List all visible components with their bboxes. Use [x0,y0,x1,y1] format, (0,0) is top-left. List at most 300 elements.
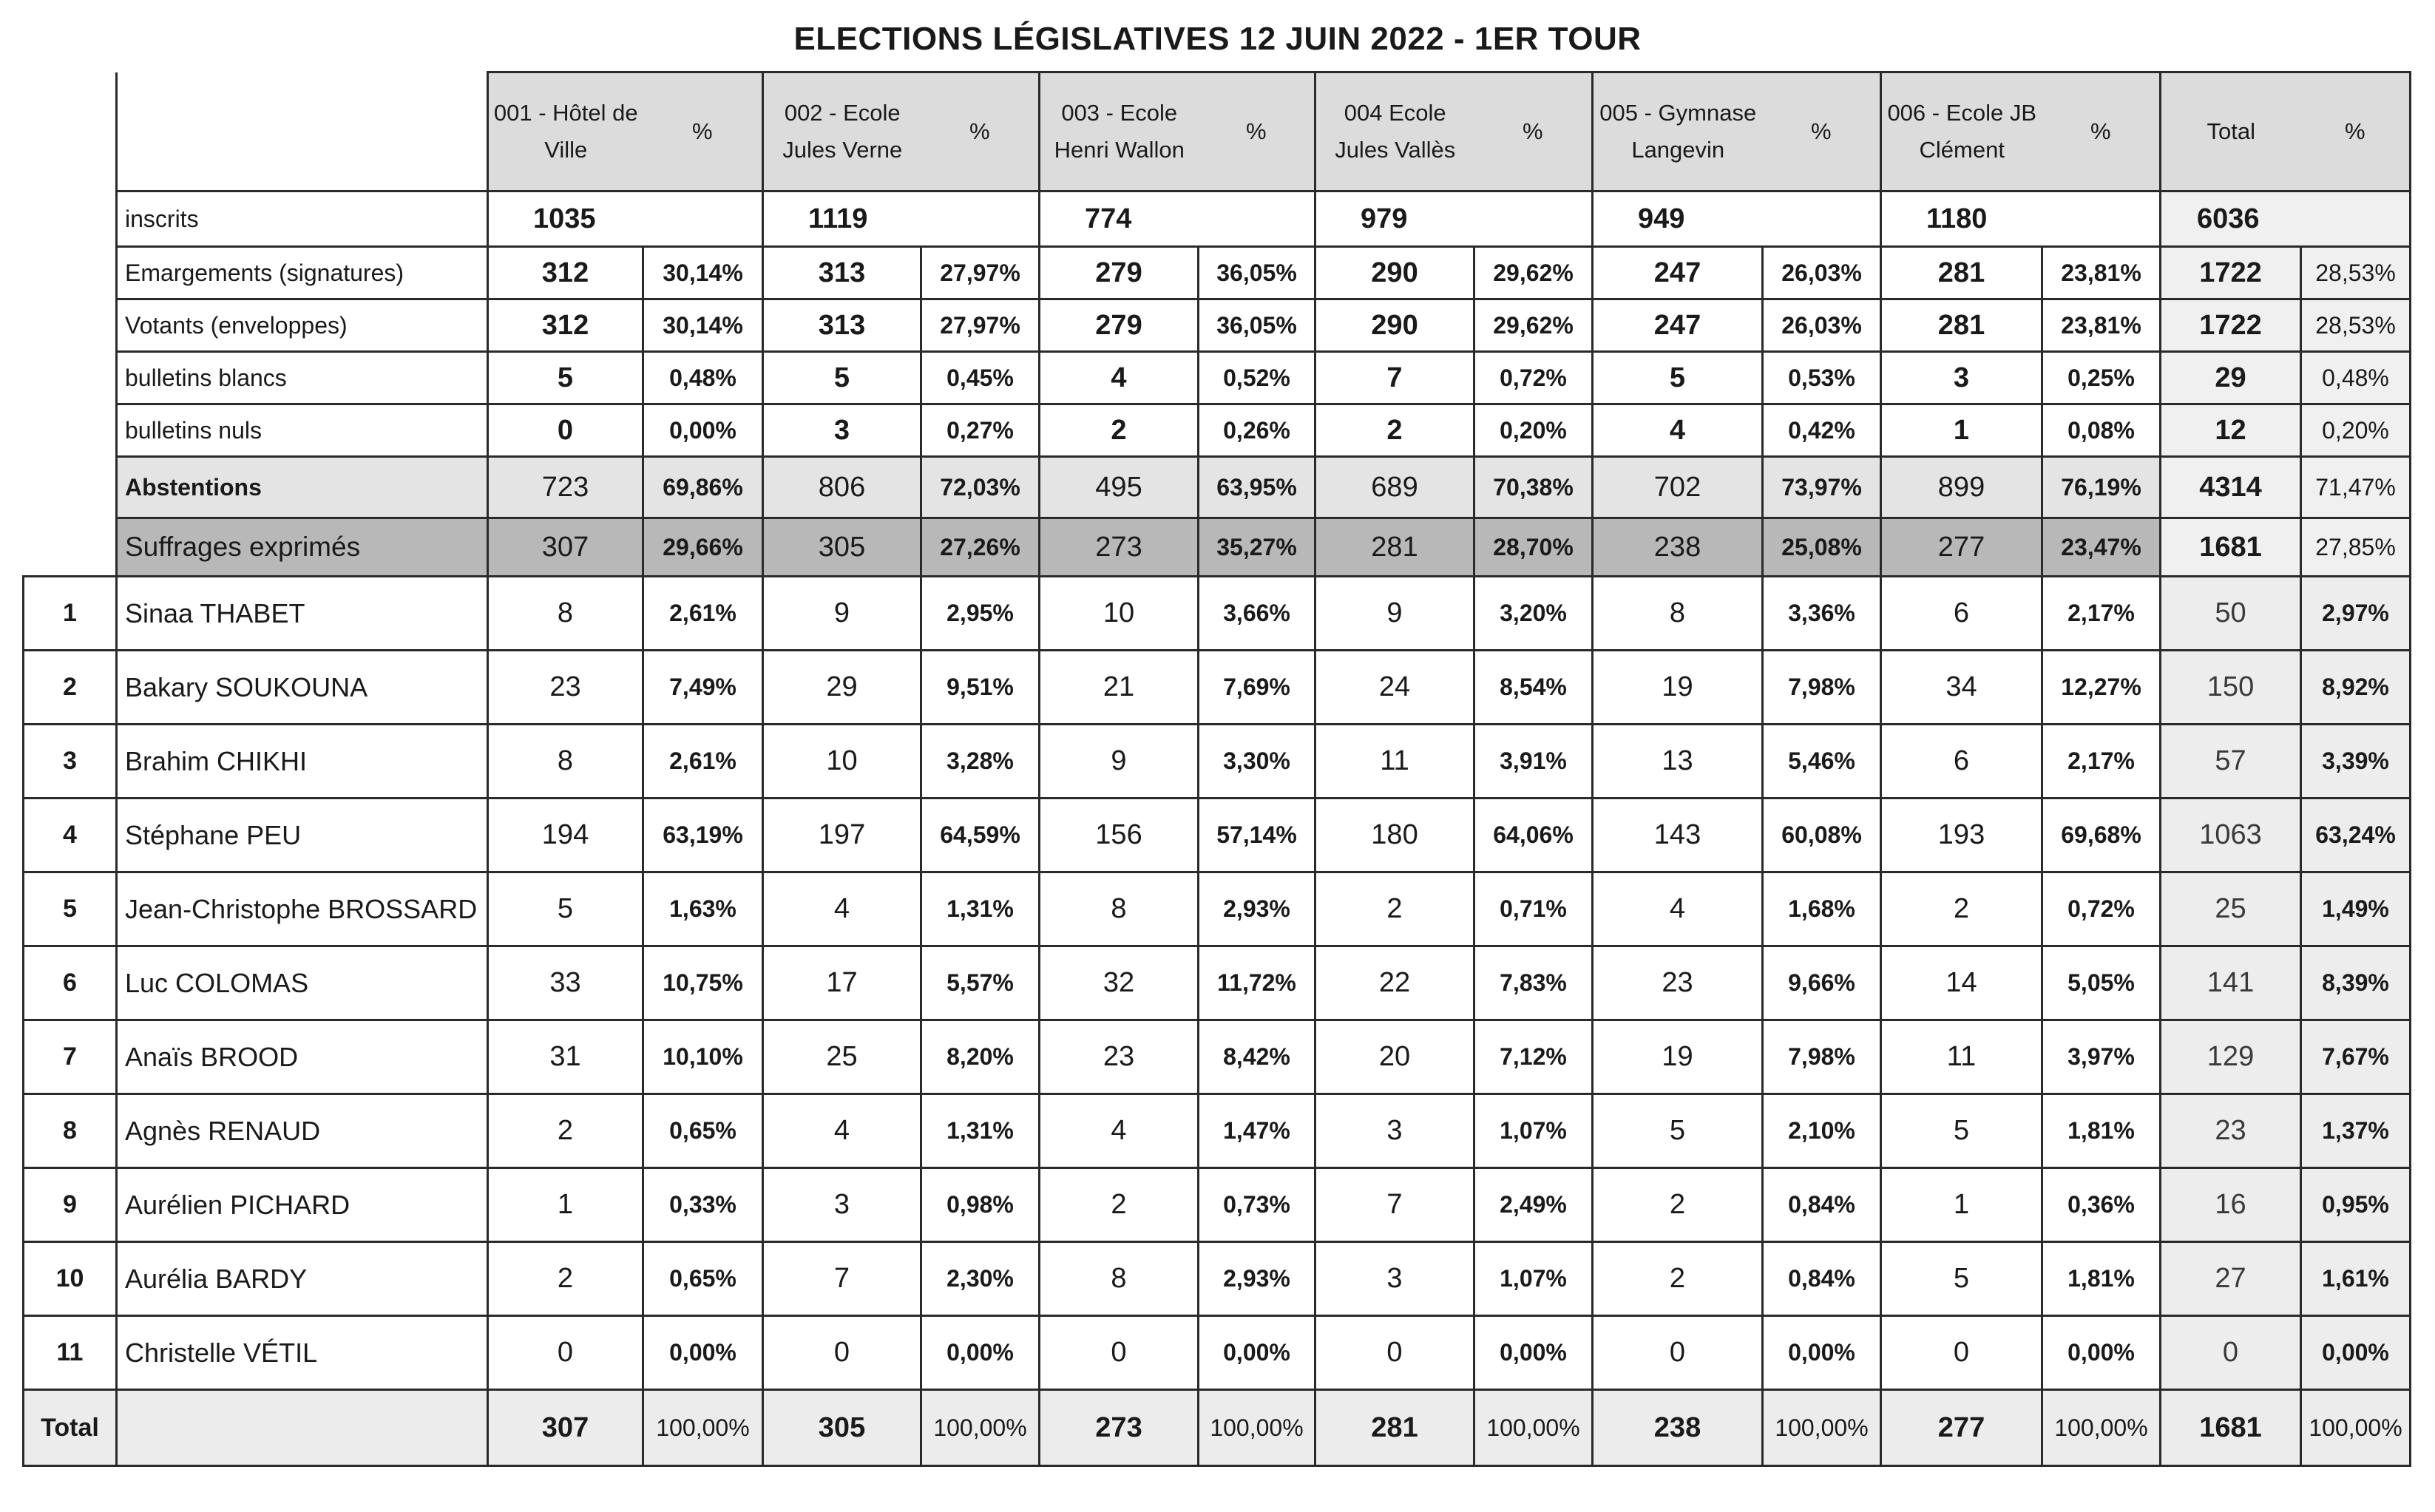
candidate-number: 10 [24,1242,117,1316]
candidate-row [24,799,2411,872]
total-percent: 100,00% [921,1390,1040,1466]
percent-value: 70,38% [1474,457,1593,518]
summary-row [24,299,2411,352]
percent-value: 0,08% [2042,404,2161,457]
station-pct-header: % [643,72,763,191]
percent-value: 0,42% [1763,404,1881,457]
count-value: 4 [1040,352,1199,404]
count-value: 5 [1593,352,1763,404]
count-value: 0 [488,404,643,457]
vote-percent: 2,93% [1199,1242,1315,1316]
total-percent: 1,37% [2301,1094,2411,1168]
vote-percent: 2,61% [643,725,763,799]
vote-percent: 1,68% [1763,872,1881,946]
inscrits-value: 1035 [488,191,763,247]
vote-percent: 2,49% [1474,1168,1593,1242]
percent-value: 0,26% [1199,404,1315,457]
index-blank [24,191,117,247]
vote-percent: 1,07% [1474,1242,1593,1316]
candidate-row [24,1242,2411,1316]
total-percent: 7,67% [2301,1020,2411,1094]
station-pct-header: % [1763,72,1881,191]
inscrits-total: 6036 [2161,191,2411,247]
station-pct-header: % [1474,72,1593,191]
vote-count: 5 [1593,1094,1763,1168]
total-percent: 8,92% [2301,651,2411,725]
vote-percent: 7,49% [643,651,763,725]
candidate-row [24,651,2411,725]
station-header: 004 Ecole Jules Vallès [1315,72,1474,191]
vote-count: 193 [1881,799,2042,872]
vote-percent: 8,42% [1199,1020,1315,1094]
vote-count: 0 [1593,1316,1763,1390]
vote-count: 3 [763,1168,921,1242]
candidate-row [24,946,2411,1020]
inscrits-value: 1180 [1881,191,2161,247]
percent-value: 63,95% [1199,457,1315,518]
count-value: 290 [1315,247,1474,299]
vote-count: 11 [1881,1020,2042,1094]
percent-value: 0,25% [2042,352,2161,404]
vote-count: 33 [488,946,643,1020]
vote-count: 24 [1315,651,1474,725]
percent-value: 27,97% [921,247,1040,299]
percent-value: 29,62% [1474,299,1593,352]
percent-value: 35,27% [1199,518,1315,577]
percent-value: 0,20% [1474,404,1593,457]
percent-value: 36,05% [1199,247,1315,299]
vote-count: 2 [1593,1168,1763,1242]
total-votes: 150 [2161,651,2301,725]
candidate-row [24,1168,2411,1242]
total-count: 277 [1881,1390,2042,1466]
total-count: 273 [1040,1390,1199,1466]
count-value: 495 [1040,457,1199,518]
vote-percent: 0,65% [643,1094,763,1168]
vote-percent: 8,20% [921,1020,1040,1094]
vote-percent: 57,14% [1199,799,1315,872]
percent-value: 0,53% [1763,352,1881,404]
vote-percent: 3,66% [1199,577,1315,651]
vote-percent: 3,91% [1474,725,1593,799]
total-blank [117,1390,488,1466]
candidate-row [24,1020,2411,1094]
total-votes: 16 [2161,1168,2301,1242]
vote-percent: 0,98% [921,1168,1040,1242]
count-value: 238 [1593,518,1763,577]
vote-percent: 0,00% [2042,1316,2161,1390]
total-percent: 0,20% [2301,404,2411,457]
total-count: 1722 [2161,299,2301,352]
total-votes: 0 [2161,1316,2301,1390]
vote-count: 9 [763,577,921,651]
count-value: 5 [763,352,921,404]
vote-count: 4 [763,1094,921,1168]
vote-count: 8 [1593,577,1763,651]
vote-count: 156 [1040,799,1199,872]
vote-percent: 3,28% [921,725,1040,799]
total-count: 4314 [2161,457,2301,518]
percent-value: 23,81% [2042,299,2161,352]
total-pct-header: % [2301,72,2411,191]
vote-count: 2 [1881,872,2042,946]
vote-count: 7 [1315,1168,1474,1242]
candidate-number: 6 [24,946,117,1020]
percent-value: 0,48% [643,352,763,404]
vote-count: 143 [1593,799,1763,872]
count-value: 281 [1881,299,2042,352]
vote-count: 11 [1315,725,1474,799]
vote-percent: 63,19% [643,799,763,872]
vote-percent: 3,20% [1474,577,1593,651]
summary-row [24,457,2411,518]
percent-value: 69,86% [643,457,763,518]
total-label: Total [24,1390,117,1466]
count-value: 313 [763,299,921,352]
percent-value: 0,72% [1474,352,1593,404]
station-pct-header: % [2042,72,2161,191]
summary-row [24,247,2411,299]
total-percent: 100,00% [643,1390,763,1466]
vote-count: 2 [488,1094,643,1168]
count-value: 273 [1040,518,1199,577]
summary-row [24,404,2411,457]
vote-count: 9 [1315,577,1474,651]
total-count: 12 [2161,404,2301,457]
vote-count: 0 [1040,1316,1199,1390]
total-percent: 0,95% [2301,1168,2411,1242]
candidate-name: Bakary SOUKOUNA [117,651,488,725]
total-percent: 100,00% [1199,1390,1315,1466]
total-count: 1681 [2161,518,2301,577]
vote-count: 0 [763,1316,921,1390]
vote-percent: 0,84% [1763,1242,1881,1316]
index-blank [24,352,117,404]
total-count: 1722 [2161,247,2301,299]
vote-count: 19 [1593,651,1763,725]
count-value: 3 [1881,352,2042,404]
total-count: 305 [763,1390,921,1466]
candidate-number: 5 [24,872,117,946]
vote-percent: 2,95% [921,577,1040,651]
vote-percent: 0,00% [1199,1316,1315,1390]
count-value: 312 [488,299,643,352]
percent-value: 26,03% [1763,247,1881,299]
vote-count: 8 [1040,872,1199,946]
vote-percent: 9,66% [1763,946,1881,1020]
total-count: 307 [488,1390,643,1466]
total-percent: 100,00% [1474,1390,1593,1466]
percent-value: 36,05% [1199,299,1315,352]
summary-row [24,352,2411,404]
vote-percent: 2,10% [1763,1094,1881,1168]
station-header: 003 - Ecole Henri Wallon [1040,72,1199,191]
count-value: 313 [763,247,921,299]
total-percent: 2,97% [2301,577,2411,651]
vote-percent: 7,98% [1763,1020,1881,1094]
vote-count: 6 [1881,725,2042,799]
inscrits-value: 1119 [763,191,1040,247]
row-label: Suffrages exprimés [117,518,488,577]
count-value: 5 [488,352,643,404]
candidate-row [24,1316,2411,1390]
candidate-name: Agnès RENAUD [117,1094,488,1168]
vote-percent: 1,81% [2042,1242,2161,1316]
total-votes: 141 [2161,946,2301,1020]
count-value: 4 [1593,404,1763,457]
vote-percent: 3,30% [1199,725,1315,799]
total-header: Total [2161,72,2301,191]
count-value: 1 [1881,404,2042,457]
vote-count: 22 [1315,946,1474,1020]
vote-count: 23 [1593,946,1763,1020]
vote-count: 13 [1593,725,1763,799]
candidate-name: Stéphane PEU [117,799,488,872]
percent-value: 25,08% [1763,518,1881,577]
inscrits-value: 979 [1315,191,1593,247]
total-count: 238 [1593,1390,1763,1466]
vote-count: 29 [763,651,921,725]
total-percent: 100,00% [1763,1390,1881,1466]
vote-count: 4 [1040,1094,1199,1168]
vote-count: 6 [1881,577,2042,651]
percent-value: 72,03% [921,457,1040,518]
vote-count: 2 [1040,1168,1199,1242]
total-votes: 23 [2161,1094,2301,1168]
percent-value: 0,45% [921,352,1040,404]
total-votes: 27 [2161,1242,2301,1316]
vote-percent: 0,00% [921,1316,1040,1390]
vote-percent: 5,46% [1763,725,1881,799]
total-percent: 71,47% [2301,457,2411,518]
row-label: bulletins blancs [117,352,488,404]
vote-percent: 0,33% [643,1168,763,1242]
total-count: 281 [1315,1390,1474,1466]
vote-count: 8 [1040,1242,1199,1316]
total-percent: 1,61% [2301,1242,2411,1316]
index-blank [24,299,117,352]
vote-count: 5 [488,872,643,946]
vote-count: 8 [488,725,643,799]
total-count: 29 [2161,352,2301,404]
candidate-name: Sinaa THABET [117,577,488,651]
vote-count: 3 [1315,1242,1474,1316]
vote-count: 5 [1881,1094,2042,1168]
vote-percent: 2,93% [1199,872,1315,946]
total-percent: 28,53% [2301,299,2411,352]
total-votes: 129 [2161,1020,2301,1094]
vote-count: 1 [488,1168,643,1242]
corner-blank [24,72,117,191]
vote-percent: 1,81% [2042,1094,2161,1168]
candidate-number: 8 [24,1094,117,1168]
candidate-number: 3 [24,725,117,799]
vote-percent: 0,71% [1474,872,1593,946]
percent-value: 26,03% [1763,299,1881,352]
station-header: 002 - Ecole Jules Verne [763,72,921,191]
row-label: Emargements (signatures) [117,247,488,299]
vote-percent: 10,75% [643,946,763,1020]
station-header: 005 - Gymnase Langevin [1593,72,1763,191]
vote-count: 1 [1881,1168,2042,1242]
count-value: 723 [488,457,643,518]
candidate-number: 1 [24,577,117,651]
candidate-name: Jean-Christophe BROSSARD [117,872,488,946]
vote-percent: 0,84% [1763,1168,1881,1242]
percent-value: 29,62% [1474,247,1593,299]
vote-percent: 0,00% [643,1316,763,1390]
count-value: 281 [1315,518,1474,577]
percent-value: 0,00% [643,404,763,457]
vote-count: 0 [1881,1316,2042,1390]
vote-percent: 7,98% [1763,651,1881,725]
station-pct-header: % [1199,72,1315,191]
candidate-row [24,872,2411,946]
total-percent: 28,53% [2301,247,2411,299]
vote-count: 5 [1881,1242,2042,1316]
vote-count: 19 [1593,1020,1763,1094]
count-value: 689 [1315,457,1474,518]
inscrits-value: 949 [1593,191,1881,247]
count-value: 312 [488,247,643,299]
vote-percent: 12,27% [2042,651,2161,725]
vote-percent: 3,36% [1763,577,1881,651]
summary-row [24,191,2411,247]
count-value: 806 [763,457,921,518]
vote-percent: 1,07% [1474,1094,1593,1168]
percent-value: 23,47% [2042,518,2161,577]
vote-percent: 7,12% [1474,1020,1593,1094]
count-value: 7 [1315,352,1474,404]
count-value: 277 [1881,518,2042,577]
vote-percent: 0,73% [1199,1168,1315,1242]
candidate-number: 9 [24,1168,117,1242]
vote-percent: 2,30% [921,1242,1040,1316]
vote-count: 197 [763,799,921,872]
total-percent: 100,00% [2042,1390,2161,1466]
document-title: ELECTIONS LÉGISLATIVES 12 JUIN 2022 - 1ER TOUR [793,21,1642,57]
row-label: bulletins nuls [117,404,488,457]
row-label: inscrits [117,191,488,247]
total-percent: 1,49% [2301,872,2411,946]
vote-percent: 64,59% [921,799,1040,872]
total-row [24,1390,2411,1466]
header-row [24,72,2411,191]
candidate-name: Christelle VÉTIL [117,1316,488,1390]
candidate-number: 11 [24,1316,117,1390]
vote-count: 0 [1315,1316,1474,1390]
vote-count: 32 [1040,946,1199,1020]
vote-percent: 64,06% [1474,799,1593,872]
vote-percent: 9,51% [921,651,1040,725]
vote-percent: 7,83% [1474,946,1593,1020]
vote-percent: 1,47% [1199,1094,1315,1168]
vote-count: 14 [1881,946,2042,1020]
vote-percent: 0,00% [1474,1316,1593,1390]
vote-percent: 2,17% [2042,725,2161,799]
candidate-number: 7 [24,1020,117,1094]
vote-percent: 5,05% [2042,946,2161,1020]
count-value: 290 [1315,299,1474,352]
index-blank [24,457,117,518]
percent-value: 23,81% [2042,247,2161,299]
count-value: 3 [763,404,921,457]
count-value: 899 [1881,457,2042,518]
vote-percent: 0,65% [643,1242,763,1316]
candidate-name: Anaïs BROOD [117,1020,488,1094]
candidate-row [24,1094,2411,1168]
vote-count: 3 [1315,1094,1474,1168]
candidate-name: Aurélien PICHARD [117,1168,488,1242]
vote-count: 21 [1040,651,1199,725]
results-table [22,71,2411,1467]
count-value: 2 [1040,404,1199,457]
candidate-row [24,577,2411,651]
total-votes: 1063 [2161,799,2301,872]
total-percent: 63,24% [2301,799,2411,872]
percent-value: 76,19% [2042,457,2161,518]
inscrits-value: 774 [1040,191,1315,247]
percent-value: 0,52% [1199,352,1315,404]
percent-value: 30,14% [643,247,763,299]
index-blank [24,518,117,577]
total-votes: 50 [2161,577,2301,651]
vote-count: 10 [763,725,921,799]
total-percent: 27,85% [2301,518,2411,577]
vote-percent: 10,10% [643,1020,763,1094]
count-value: 281 [1881,247,2042,299]
vote-percent: 2,61% [643,577,763,651]
percent-value: 0,27% [921,404,1040,457]
station-header: 001 - Hôtel de Ville [488,72,643,191]
count-value: 279 [1040,299,1199,352]
vote-percent: 0,36% [2042,1168,2161,1242]
percent-value: 73,97% [1763,457,1881,518]
total-votes: 57 [2161,725,2301,799]
vote-count: 25 [763,1020,921,1094]
row-label: Abstentions [117,457,488,518]
vote-percent: 5,57% [921,946,1040,1020]
count-value: 307 [488,518,643,577]
total-percent: 3,39% [2301,725,2411,799]
vote-count: 180 [1315,799,1474,872]
summary-row [24,518,2411,577]
vote-percent: 0,72% [2042,872,2161,946]
percent-value: 30,14% [643,299,763,352]
vote-count: 2 [488,1242,643,1316]
vote-percent: 3,97% [2042,1020,2161,1094]
total-percent: 0,00% [2301,1316,2411,1390]
vote-percent: 7,69% [1199,651,1315,725]
count-value: 702 [1593,457,1763,518]
vote-percent: 1,31% [921,872,1040,946]
header-blank [117,72,488,191]
vote-percent: 1,31% [921,1094,1040,1168]
candidate-name: Brahim CHIKHI [117,725,488,799]
vote-count: 31 [488,1020,643,1094]
vote-percent: 60,08% [1763,799,1881,872]
index-blank [24,404,117,457]
vote-count: 2 [1315,872,1474,946]
grand-total-count: 1681 [2161,1390,2301,1466]
vote-count: 2 [1593,1242,1763,1316]
percent-value: 28,70% [1474,518,1593,577]
row-label: Votants (enveloppes) [117,299,488,352]
vote-count: 10 [1040,577,1199,651]
total-percent: 8,39% [2301,946,2411,1020]
percent-value: 29,66% [643,518,763,577]
vote-count: 8 [488,577,643,651]
